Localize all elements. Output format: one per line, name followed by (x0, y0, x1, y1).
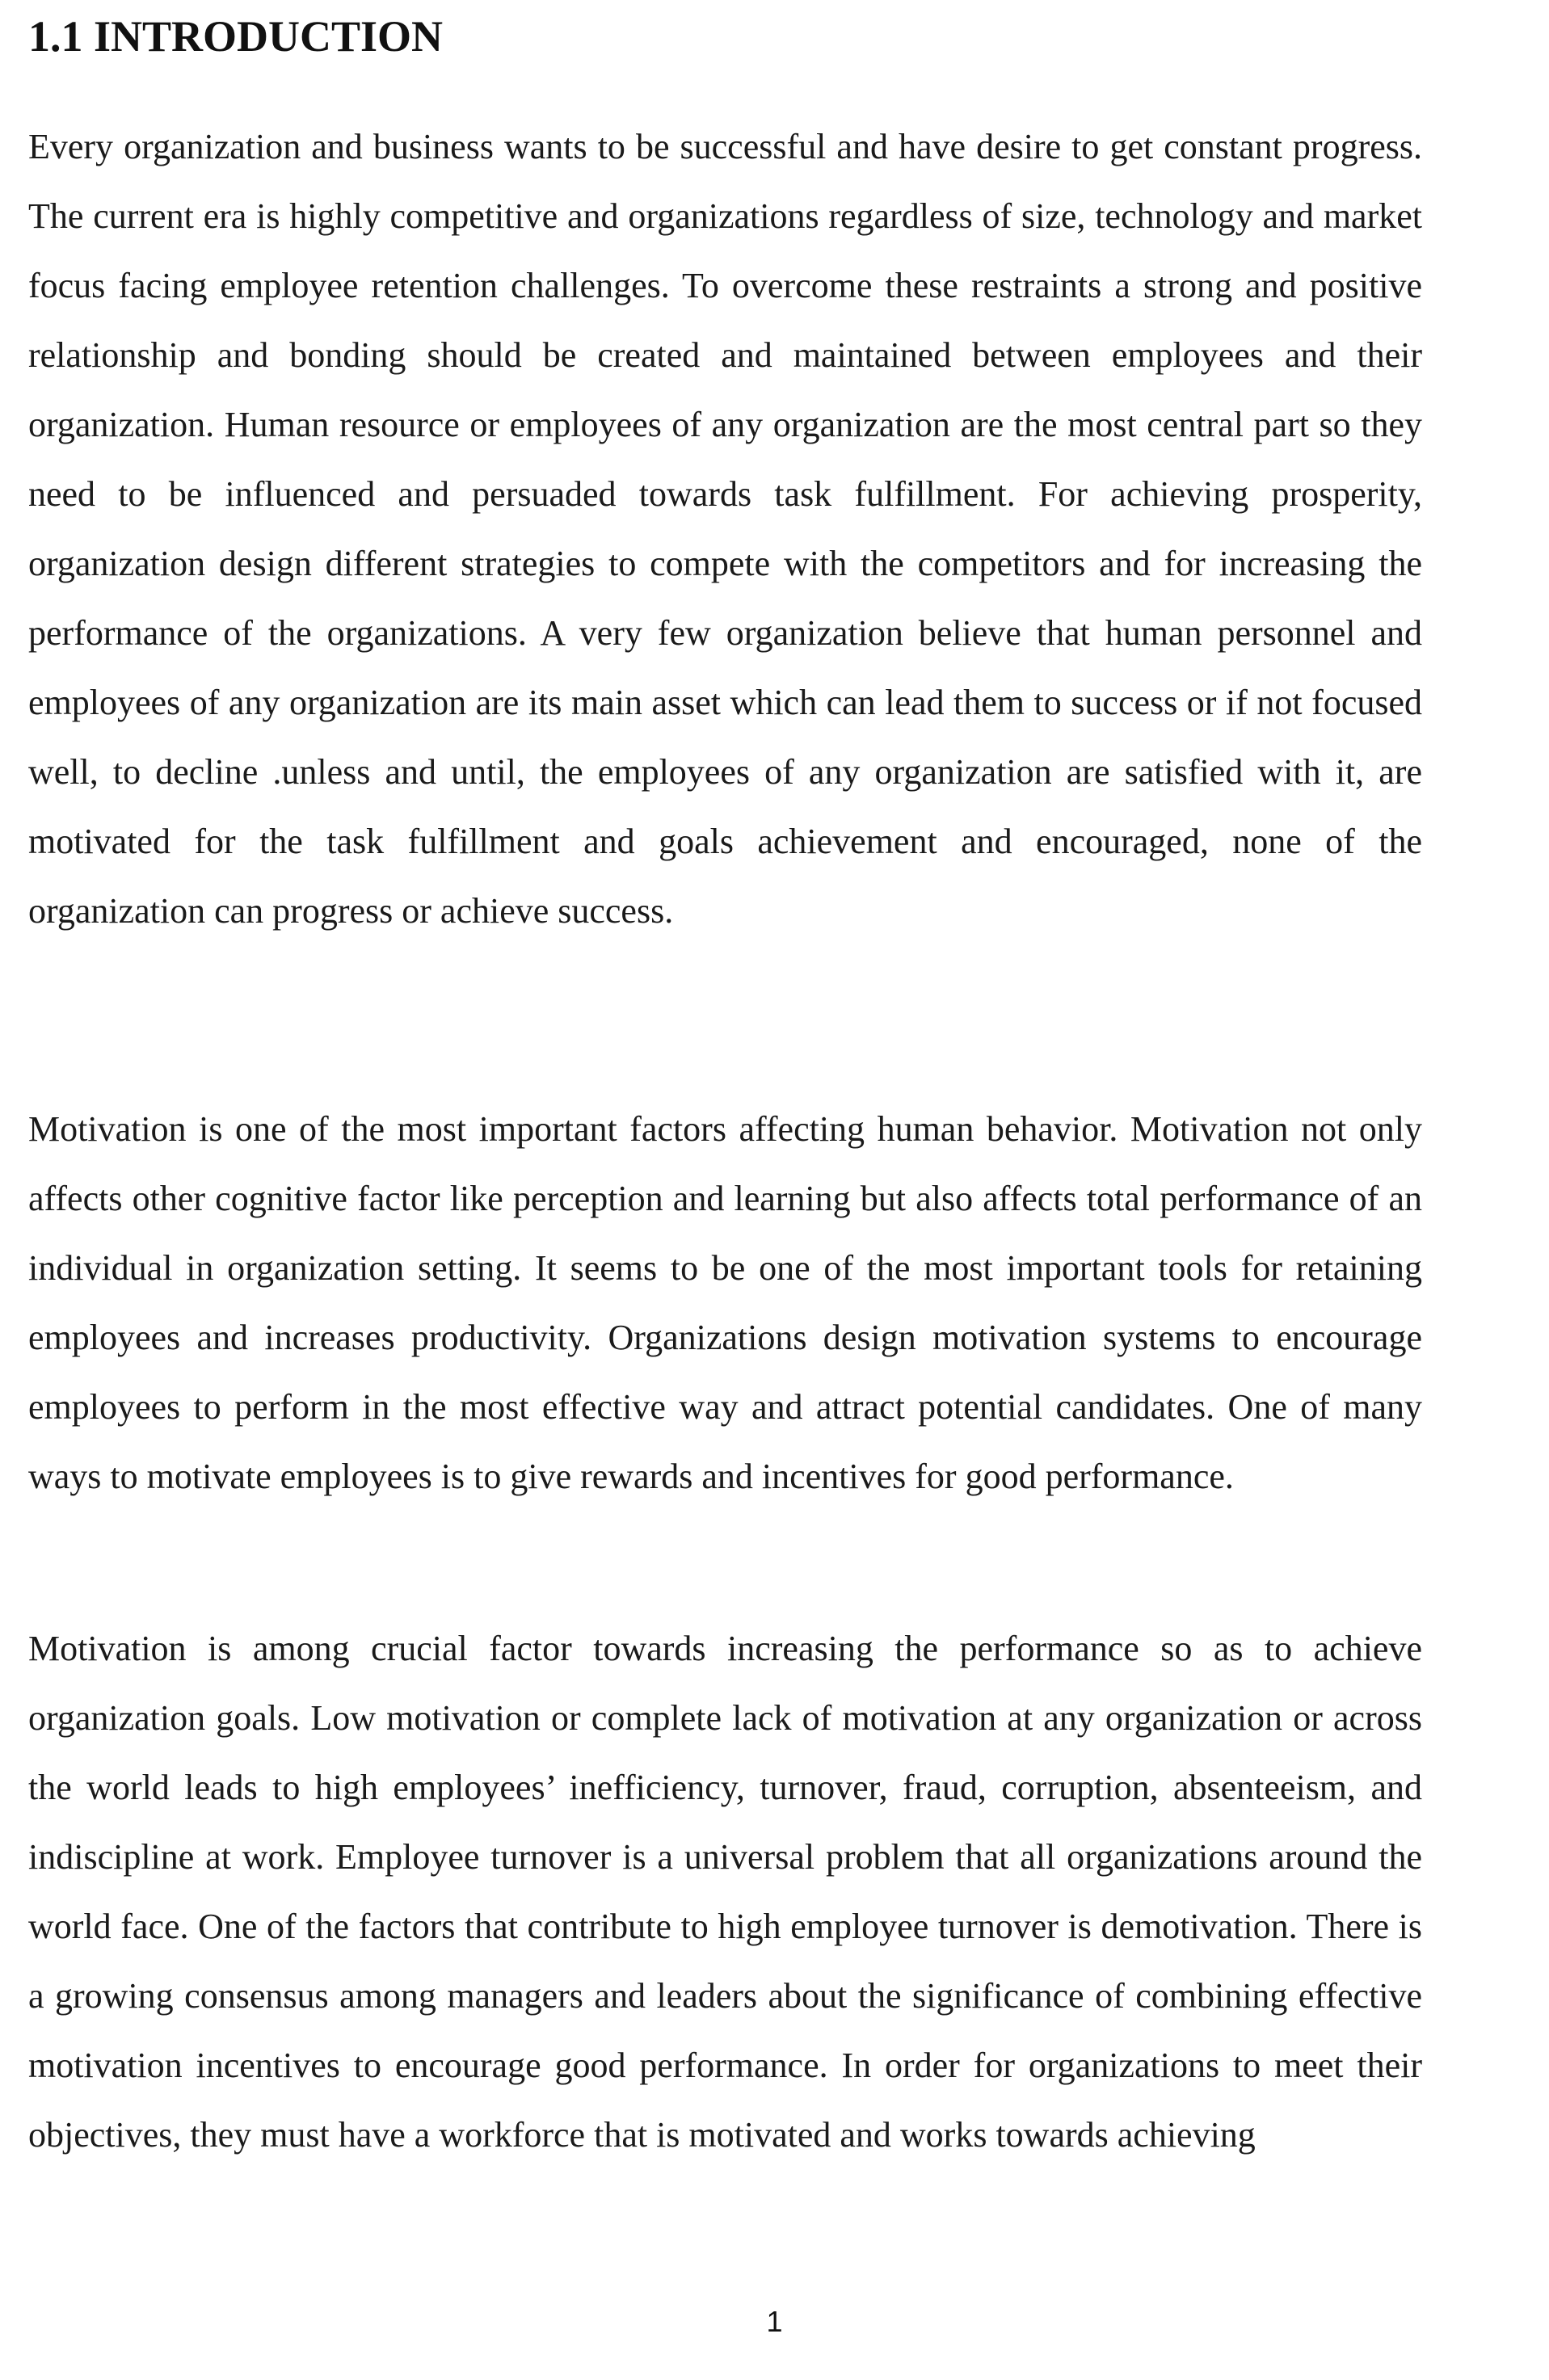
section-heading: 1.1 INTRODUCTION (28, 12, 444, 61)
paragraph: Motivation is among crucial factor towards increasing the performance so as to achieve organization goals. Low motivation or complete lack of motivation at any organization or across the world leads to high employees’ inefficiency, turnover, fraud, corruption, absenteeism, and indiscipline at work. Employee turnover is a universal problem that all organizations around the world face. One of the factors that contribute to high employee turnover is demotivation. There is a growing consensus among managers and leaders about the significance of combining effective motivation incentives to encourage good performance. In order for organizations to meet their objectives, they must have a workforce that is motivated and works towards achieving (28, 1629, 1422, 2155)
page-number: 1 (766, 2305, 783, 2338)
paragraph: Motivation is one of the most important factors affecting human behavior. Motivation not only affects other cognitive factor like perception and learning but also affects total performance of an individual in organization setting. It seems to be one of the most important tools for retaining employees and increases productivity. Organizations design motivation systems to encourage employees to perform in the most effective way and attract potential candidates. One of many ways to motivate employees is to give rewards and incentives for good performance. (28, 1109, 1422, 1496)
paragraph: Every organization and business wants to be successful and have desire to get constant progress. The current era is highly competitive and organizations regardless of size, technology and market focus facing employee retention challenges. To overcome these restraints a strong and positive relationship and bonding should be created and maintained between employees and their organization. Human resource or employees of any organization are the most central part so they need to be influenced and persuaded towards task fulfillment. For achieving prosperity, organization design different strategies to compete with the competitors and for increasing the performance of the organizations. A very few organization believe that human personnel and employees of any organization are its main asset which can lead them to success or if not focused well, to decline .unless and until, the employees of any organization are satisfied with it, are motivated for the task fulfillment and goals achievement and encouraged, none of the organization can progress or achieve success. (28, 127, 1422, 931)
